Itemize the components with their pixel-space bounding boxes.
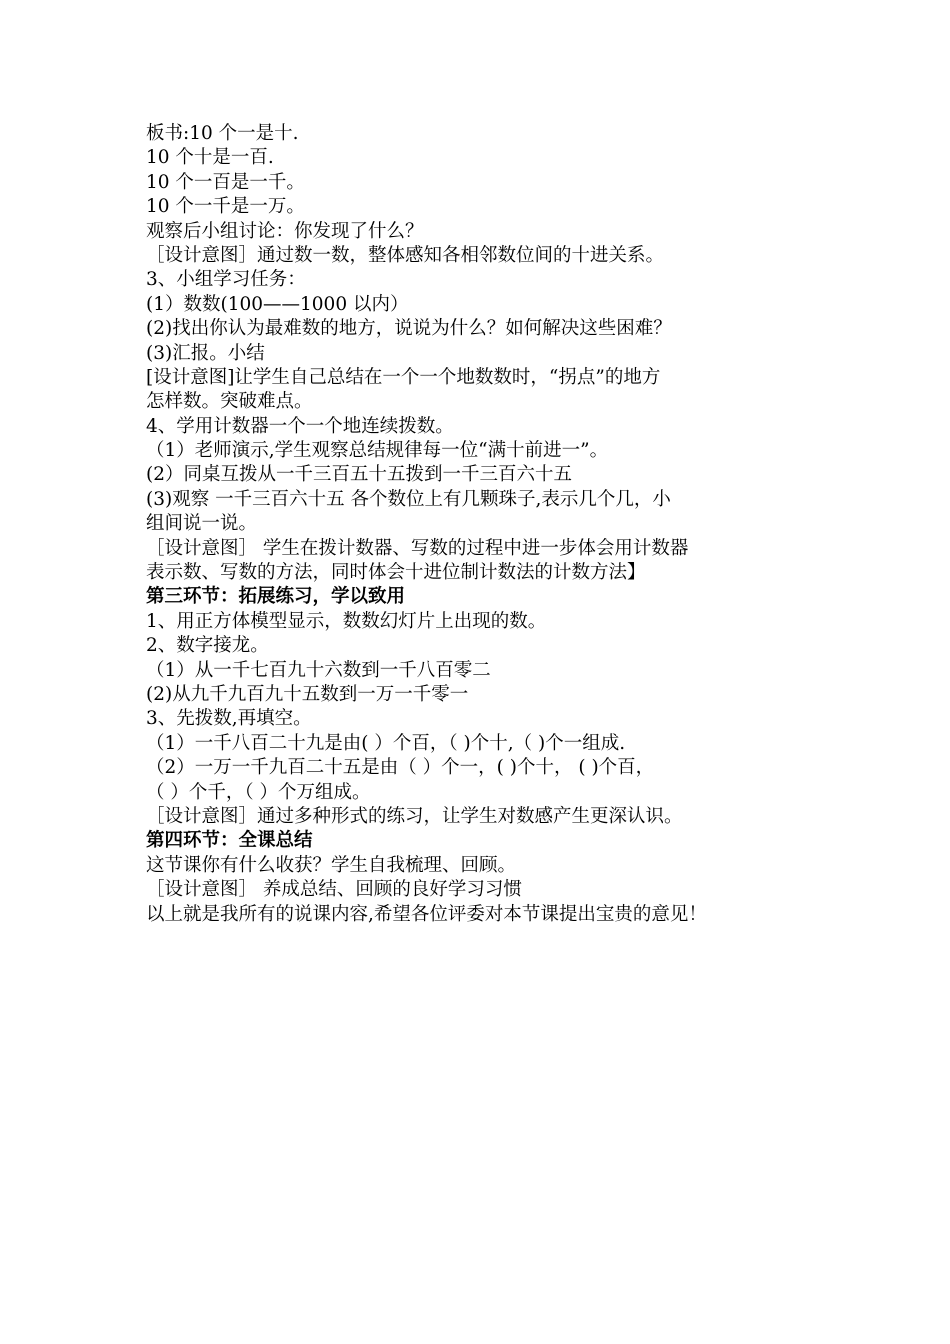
text-line: (2)从九千九百九十五数到一万一千零一 (146, 683, 469, 705)
text-line: 4、学用计数器一个一个地连续拨数。 (146, 415, 454, 437)
text-line: 1、用正方体模型显示，数数幻灯片上出现的数。 (146, 610, 547, 632)
text-line: ［设计意图］通过多种形式的练习，让学生对数感产生更深认识。 (146, 805, 683, 827)
section-heading: 第三环节：拓展练习，学以致用 (146, 586, 406, 608)
text-line: 板书:10 个一是十. (146, 123, 299, 144)
text-line: （1）一千八百二十九是由( ）个百，（ )个十,（ )个一组成. (146, 732, 626, 754)
text-line: ［设计意图］通过数一数，整体感知各相邻数位间的十进关系。 (146, 244, 665, 266)
text-line: 这节课你有什么收获？学生自我梳理、回顾。 (146, 854, 517, 876)
text-line: （1）老师演示,学生观察总结规律每一位“满十前进一”。 (146, 440, 609, 462)
text-line: 3、小组学习任务： (146, 269, 306, 291)
text-line: 表示数、写数的方法，同时体会十进位制计数法的计数方法】 (146, 562, 646, 584)
text-line: (2)找出你认为最难数的地方，说说为什么？如何解决这些困难？ (146, 318, 672, 340)
text-line: 10 个一百是一千。 (146, 171, 305, 193)
text-line: 3、先拨数,再填空。 (146, 708, 312, 730)
text-line: （ ）个千，（ ）个万组成。 (146, 781, 371, 803)
text-line: ［设计意图］ 学生在拨计数器、写数的过程中进一步体会用计数器 (146, 537, 689, 559)
text-line: (3)观察 一千三百六十五 各个数位上有几颗珠子,表示几个几，小 (146, 488, 671, 510)
text-line: 2、数字接龙。 (146, 635, 269, 657)
text-line: 以上就是我所有的说课内容,希望各位评委对本节课提出宝贵的意见！ (146, 903, 707, 925)
text-line: (1）数数(100——1000 以内） (146, 293, 409, 315)
text-line: 观察后小组讨论：你发现了什么？ (146, 220, 424, 242)
text-line: ［设计意图］ 养成总结、回顾的良好学习习惯 (146, 879, 522, 901)
text-line: 怎样数。突破难点。 (146, 391, 313, 413)
section-heading: 第四环节：全课总结 (146, 830, 313, 852)
text-line: （2）一万一千九百二十五是由（ ）个一，( )个十， ( )个百， (146, 757, 655, 779)
text-line: 10 个一千是一万。 (146, 196, 305, 218)
text-line: [设计意图]让学生自己总结在一个一个地数数时，“拐点”的地方 (146, 366, 661, 388)
text-line: 10 个十是一百. (146, 147, 274, 169)
text-line: （1）从一千七百九十六数到一千八百零二 (146, 659, 491, 681)
text-line: (2）同桌互拨从一千三百五十五拨到一千三百六十五 (146, 464, 572, 486)
document-body (146, 122, 836, 927)
text-line: 组间说一说。 (146, 513, 258, 535)
text-line: (3)汇报。小结 (146, 342, 265, 364)
